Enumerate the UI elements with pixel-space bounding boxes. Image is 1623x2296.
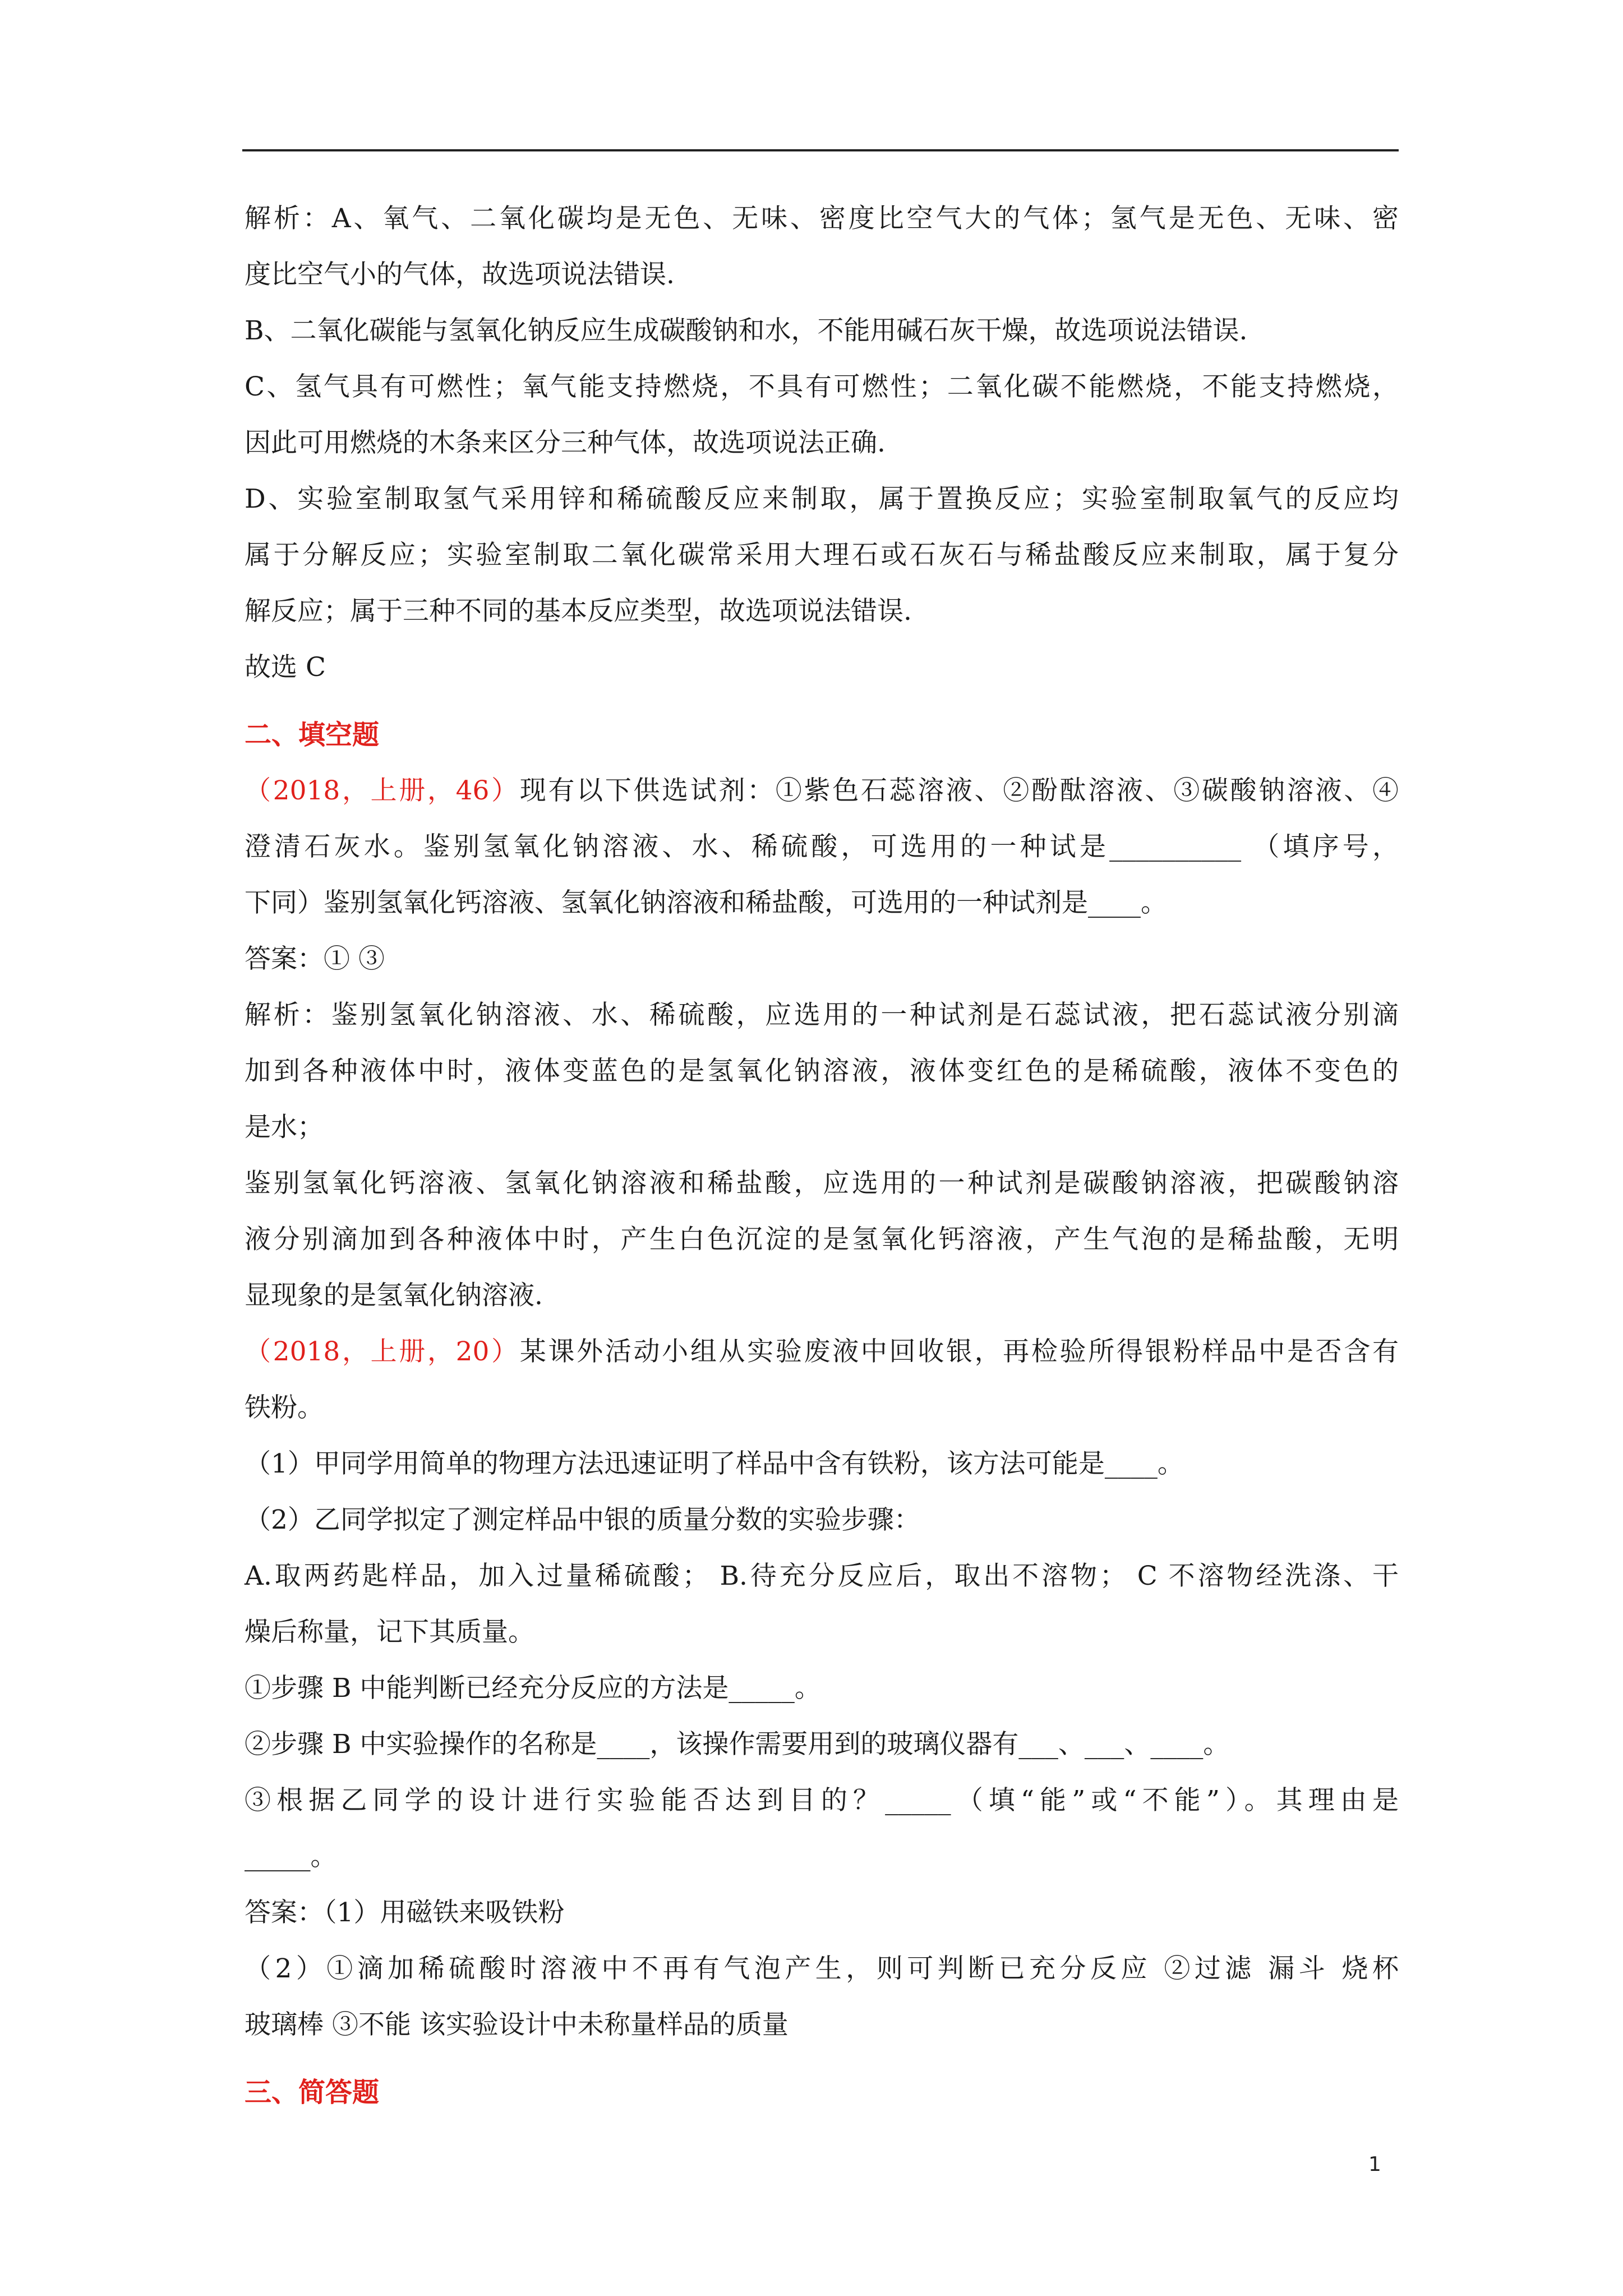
analysis-line: B、二氧化碳能与氢氧化钠反应生成碳酸钠和水，不能用碱石灰干燥，故选项说法错误. <box>245 315 1248 346</box>
section-heading-short-answer: 三、简答题 <box>245 2077 380 2108</box>
analysis-block-1 <box>245 191 1399 696</box>
analysis-line: C、氢气具有可燃性；氧气能支持燃烧，不具有可燃性；二氧化碳不能燃烧，不能支持燃烧， <box>245 371 1399 402</box>
question-line: 澄清石灰水。鉴别氢氧化钠溶液、水、稀硫酸，可选用的一种试是__________ （填序号， <box>245 831 1399 862</box>
question-line: 燥后称量，记下其质量。 <box>245 1617 534 1648</box>
question-text: 某课外活动小组从实验废液中回收银，再检验所得银粉样品中是否含有 <box>519 1336 1399 1367</box>
page-content <box>245 191 1399 2120</box>
question-line: _____。 <box>245 1841 337 1872</box>
question-line: A.取两药匙样品，加入过量稀硫酸； B.待充分反应后，取出不溶物； C 不溶物经洗涤、干 <box>245 1561 1399 1591</box>
analysis-line: D、实验室制取氢气采用锌和稀硫酸反应来制取，属于置换反应；实验室制取氧气的反应均 <box>245 484 1399 514</box>
page-number: 1 <box>1368 2153 1381 2176</box>
answer-choice: 故选 C <box>245 652 326 683</box>
analysis-line: 液分别滴加到各种液体中时，产生白色沉淀的是氢氧化钙溶液，产生气泡的是稀盐酸，无明 <box>245 1224 1399 1255</box>
question-line <box>245 1324 1399 1380</box>
question-line: ②步骤 B 中实验操作的名称是____，该操作需要用到的玻璃仪器有___、___、____。 <box>245 1729 1230 1760</box>
answer-line: （2）①滴加稀硫酸时溶液中不再有气泡产生，则可判断已充分反应 ②过滤 漏斗 烧杯 <box>245 1953 1399 1984</box>
header-rule <box>242 149 1399 151</box>
analysis-line: 属于分解反应；实验室制取二氧化碳常采用大理石或石灰石与稀盐酸反应来制取，属于复分 <box>245 540 1399 570</box>
analysis-line: 解析：鉴别氢氧化钠溶液、水、稀硫酸，应选用的一种试剂是石蕊试液，把石蕊试液分别滴 <box>245 1000 1399 1030</box>
analysis-line: 鉴别氢氧化钙溶液、氢氧化钠溶液和稀盐酸，应选用的一种试剂是碳酸钠溶液，把碳酸钠溶 <box>245 1168 1399 1199</box>
question-1 <box>245 763 1399 1324</box>
question-line <box>245 763 1399 819</box>
analysis-line: 显现象的是氢氧化钠溶液. <box>245 1280 543 1311</box>
question-line: ①步骤 B 中能判断已经充分反应的方法是_____。 <box>245 1673 821 1704</box>
question-line: （1）甲同学用简单的物理方法迅速证明了样品中含有铁粉，该方法可能是____。 <box>245 1448 1184 1479</box>
question-line: 下同）鉴别氢氧化钙溶液、氢氧化钠溶液和稀盐酸，可选用的一种试剂是____。 <box>245 887 1167 918</box>
question-source: （2018，上册，20） <box>245 1336 520 1367</box>
analysis-line: 因此可用燃烧的木条来区分三种气体，故选项说法正确. <box>245 427 886 458</box>
answer-line: 答案：（1）用磁铁来吸铁粉 <box>245 1897 565 1928</box>
analysis-line: 度比空气小的气体，故选项说法错误. <box>245 259 675 290</box>
question-2 <box>245 1324 1399 2053</box>
question-source: （2018，上册，46） <box>245 775 520 806</box>
answer-line: 玻璃棒 ③不能 该实验设计中未称量样品的质量 <box>245 2009 789 2040</box>
analysis-line: 解反应；属于三种不同的基本反应类型，故选项说法错误. <box>245 596 912 627</box>
question-line: 铁粉。 <box>245 1392 324 1423</box>
analysis-line: 加到各种液体中时，液体变蓝色的是氢氧化钠溶液，液体变红色的是稀硫酸，液体不变色的 <box>245 1056 1399 1087</box>
analysis-line: 是水； <box>245 1112 324 1143</box>
question-line: （2）乙同学拟定了测定样品中银的质量分数的实验步骤： <box>245 1504 920 1535</box>
question-text: 现有以下供选试剂：①紫色石蕊溶液、②酚酞溶液、③碳酸钠溶液、④ <box>519 775 1399 806</box>
section-heading-fill-blank: 二、填空题 <box>245 719 380 751</box>
analysis-line: 解析：A、氧气、二氧化碳均是无色、无味、密度比空气大的气体；氢气是无色、无味、密 <box>245 203 1399 234</box>
question-line: ③根据乙同学的设计进行实验能否达到目的？_____（填“能”或“不能”）。其理由是 <box>245 1785 1399 1816</box>
answer-line: 答案：① ③ <box>245 944 385 974</box>
